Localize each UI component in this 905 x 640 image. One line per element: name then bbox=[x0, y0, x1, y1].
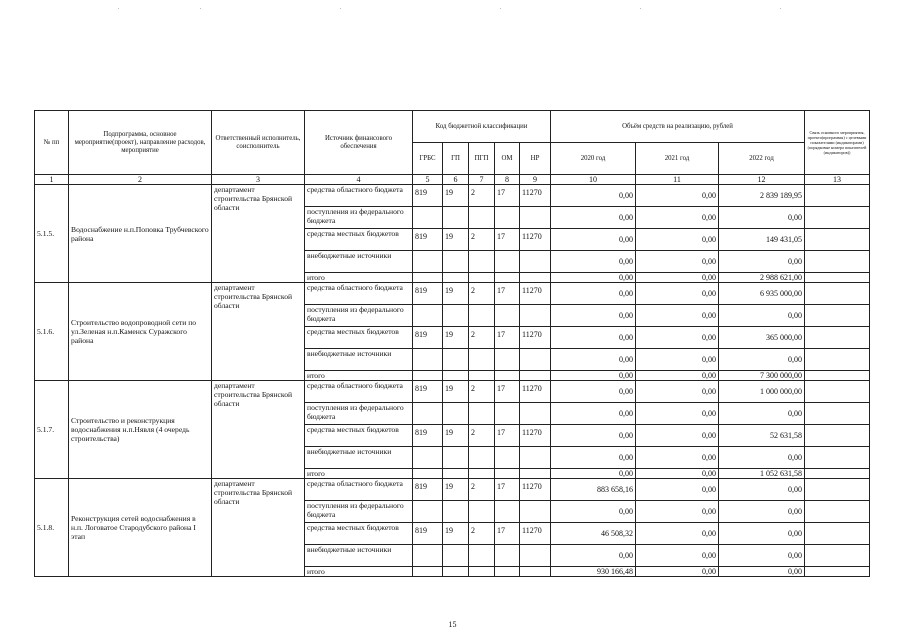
table-row bbox=[35, 283, 870, 305]
code-grbs-empty bbox=[413, 501, 443, 523]
code-grbs-empty bbox=[413, 567, 443, 577]
amount-2020: 0,00 bbox=[551, 327, 636, 349]
amount-2020: 0,00 bbox=[551, 349, 636, 371]
funding-source: средства местных бюджетов bbox=[305, 425, 413, 447]
code-gp: 19 bbox=[443, 479, 469, 501]
header-pgp: ПГП bbox=[469, 143, 495, 175]
indicator-link-cell bbox=[805, 349, 870, 371]
code-pgp-empty bbox=[469, 371, 495, 381]
code-om-empty bbox=[495, 545, 520, 567]
code-gp-empty bbox=[443, 273, 469, 283]
code-nr: 11270 bbox=[520, 229, 551, 251]
code-nr-empty bbox=[520, 545, 551, 567]
indicator-link-cell bbox=[805, 501, 870, 523]
amount-2022: 0,00 bbox=[719, 251, 805, 273]
funding-source: средства областного бюджета bbox=[305, 185, 413, 207]
funding-source: средства областного бюджета bbox=[305, 381, 413, 403]
indicator-link-cell bbox=[805, 447, 870, 469]
amount-2021: 0,00 bbox=[636, 403, 719, 425]
code-grbs-empty bbox=[413, 349, 443, 371]
column-number-row bbox=[35, 175, 870, 185]
code-nr: 11270 bbox=[520, 523, 551, 545]
funding-source: поступления из федерального бюджета bbox=[305, 207, 413, 229]
code-pgp: 2 bbox=[469, 229, 495, 251]
responsible-executor: департамент строительства Брянской области bbox=[212, 479, 305, 577]
amount-2020: 0,00 bbox=[551, 283, 636, 305]
indicator-link-cell bbox=[805, 381, 870, 403]
code-gp-empty bbox=[443, 447, 469, 469]
indicator-link-cell bbox=[805, 229, 870, 251]
code-om-empty bbox=[495, 273, 520, 283]
code-pgp-empty bbox=[469, 447, 495, 469]
header-year-2021: 2021 год bbox=[636, 143, 719, 175]
code-grbs: 819 bbox=[413, 381, 443, 403]
code-pgp-empty bbox=[469, 567, 495, 577]
code-pgp-empty bbox=[469, 251, 495, 273]
amount-2021: 0,00 bbox=[636, 185, 719, 207]
amount-2022: 52 631,58 bbox=[719, 425, 805, 447]
funding-source: средства местных бюджетов bbox=[305, 229, 413, 251]
header-om: ОМ bbox=[495, 143, 520, 175]
code-pgp: 2 bbox=[469, 327, 495, 349]
measure-name: Водоснабжение н.п.Поповка Трубчевского района bbox=[69, 185, 212, 283]
measure-name: Реконструкция сетей водоснабжения в н.п. Логоватое Стародубского района I этап bbox=[69, 479, 212, 577]
amount-2020: 0,00 bbox=[551, 469, 636, 479]
code-pgp-empty bbox=[469, 545, 495, 567]
code-pgp: 2 bbox=[469, 479, 495, 501]
code-pgp-empty bbox=[469, 273, 495, 283]
code-pgp: 2 bbox=[469, 425, 495, 447]
header-gp: ГП bbox=[443, 143, 469, 175]
amount-2022: 0,00 bbox=[719, 305, 805, 327]
code-grbs-empty bbox=[413, 305, 443, 327]
code-nr: 11270 bbox=[520, 283, 551, 305]
responsible-executor: департамент строительства Брянской области bbox=[212, 185, 305, 283]
amount-2022: 1 000 000,00 bbox=[719, 381, 805, 403]
code-gp-empty bbox=[443, 567, 469, 577]
indicator-link-cell bbox=[805, 251, 870, 273]
code-pgp-empty bbox=[469, 207, 495, 229]
amount-2022: 0,00 bbox=[719, 523, 805, 545]
amount-2020: 0,00 bbox=[551, 425, 636, 447]
header-year-2020: 2020 год bbox=[551, 143, 636, 175]
amount-2022: 2 839 189,95 bbox=[719, 185, 805, 207]
code-nr: 11270 bbox=[520, 381, 551, 403]
amount-2020: 0,00 bbox=[551, 371, 636, 381]
amount-2022: 6 935 000,00 bbox=[719, 283, 805, 305]
code-nr-empty bbox=[520, 501, 551, 523]
indicator-link-cell bbox=[805, 207, 870, 229]
table-row bbox=[35, 381, 870, 403]
amount-2021: 0,00 bbox=[636, 447, 719, 469]
indicator-link-cell bbox=[805, 479, 870, 501]
code-pgp-empty bbox=[469, 469, 495, 479]
code-pgp: 2 bbox=[469, 185, 495, 207]
code-nr-empty bbox=[520, 447, 551, 469]
code-nr: 11270 bbox=[520, 185, 551, 207]
funding-source: средства областного бюджета bbox=[305, 479, 413, 501]
indicator-link-cell bbox=[805, 567, 870, 577]
amount-2022: 0,00 bbox=[719, 447, 805, 469]
responsible-executor: департамент строительства Брянской области bbox=[212, 381, 305, 479]
amount-2022: 0,00 bbox=[719, 501, 805, 523]
amount-2020: 0,00 bbox=[551, 305, 636, 327]
amount-2022: 0,00 bbox=[719, 567, 805, 577]
amount-2022: 1 052 631,58 bbox=[719, 469, 805, 479]
header-budget-code: Код бюджетной классификации bbox=[413, 111, 551, 143]
code-gp-empty bbox=[443, 469, 469, 479]
funding-source: средства местных бюджетов bbox=[305, 523, 413, 545]
amount-2020: 930 166,48 bbox=[551, 567, 636, 577]
code-gp-empty bbox=[443, 305, 469, 327]
amount-2020: 46 508,32 bbox=[551, 523, 636, 545]
measure-name: Строительство водопроводной сети по ул.Зеленая н.п.Каменск Суражского района bbox=[69, 283, 212, 381]
code-nr-empty bbox=[520, 273, 551, 283]
indicator-link-cell bbox=[805, 469, 870, 479]
column-number: 5 bbox=[413, 175, 443, 185]
amount-2020: 0,00 bbox=[551, 251, 636, 273]
code-gp-empty bbox=[443, 207, 469, 229]
code-om: 17 bbox=[495, 283, 520, 305]
code-nr-empty bbox=[520, 567, 551, 577]
code-om-empty bbox=[495, 305, 520, 327]
code-om-empty bbox=[495, 501, 520, 523]
code-gp: 19 bbox=[443, 327, 469, 349]
indicator-link-cell bbox=[805, 403, 870, 425]
header-source: Источник финансового обеспечения bbox=[305, 111, 413, 175]
amount-2022: 0,00 bbox=[719, 207, 805, 229]
amount-2021: 0,00 bbox=[636, 273, 719, 283]
indicator-link-cell bbox=[805, 523, 870, 545]
code-nr-empty bbox=[520, 207, 551, 229]
code-om: 17 bbox=[495, 229, 520, 251]
code-om-empty bbox=[495, 207, 520, 229]
code-gp: 19 bbox=[443, 283, 469, 305]
funding-source: внебюджетные источники bbox=[305, 545, 413, 567]
amount-2021: 0,00 bbox=[636, 207, 719, 229]
amount-2022: 0,00 bbox=[719, 479, 805, 501]
indicator-link-cell bbox=[805, 425, 870, 447]
table-row bbox=[35, 479, 870, 501]
measure-name: Строительство и реконструкция водоснабжения н.п.Нявля (4 очередь строительства) bbox=[69, 381, 212, 479]
code-nr-empty bbox=[520, 371, 551, 381]
amount-2022: 7 300 000,00 bbox=[719, 371, 805, 381]
funding-source: средства местных бюджетов bbox=[305, 327, 413, 349]
code-grbs: 819 bbox=[413, 425, 443, 447]
column-number: 7 bbox=[469, 175, 495, 185]
code-om: 17 bbox=[495, 381, 520, 403]
amount-2021: 0,00 bbox=[636, 349, 719, 371]
code-gp-empty bbox=[443, 501, 469, 523]
code-nr: 11270 bbox=[520, 327, 551, 349]
code-om: 17 bbox=[495, 185, 520, 207]
code-gp: 19 bbox=[443, 381, 469, 403]
code-gp-empty bbox=[443, 403, 469, 425]
funding-source: итого bbox=[305, 273, 413, 283]
code-om-empty bbox=[495, 349, 520, 371]
code-pgp: 2 bbox=[469, 381, 495, 403]
code-pgp-empty bbox=[469, 501, 495, 523]
amount-2021: 0,00 bbox=[636, 479, 719, 501]
code-om: 17 bbox=[495, 425, 520, 447]
code-gp-empty bbox=[443, 349, 469, 371]
code-grbs-empty bbox=[413, 403, 443, 425]
code-grbs-empty bbox=[413, 469, 443, 479]
code-grbs: 819 bbox=[413, 229, 443, 251]
code-gp: 19 bbox=[443, 185, 469, 207]
code-gp-empty bbox=[443, 545, 469, 567]
code-nr-empty bbox=[520, 469, 551, 479]
column-number: 6 bbox=[443, 175, 469, 185]
column-number: 3 bbox=[212, 175, 305, 185]
funding-source: поступления из федерального бюджета bbox=[305, 501, 413, 523]
amount-2020: 0,00 bbox=[551, 381, 636, 403]
code-nr: 11270 bbox=[520, 479, 551, 501]
indicator-link-cell bbox=[805, 273, 870, 283]
budget-table bbox=[34, 110, 870, 577]
header-volume: Объём средств на реализацию, рублей bbox=[551, 111, 805, 143]
code-pgp-empty bbox=[469, 305, 495, 327]
column-number: 4 bbox=[305, 175, 413, 185]
amount-2021: 0,00 bbox=[636, 327, 719, 349]
code-grbs-empty bbox=[413, 273, 443, 283]
funding-source: итого bbox=[305, 567, 413, 577]
funding-source: средства областного бюджета bbox=[305, 283, 413, 305]
code-grbs-empty bbox=[413, 447, 443, 469]
code-gp-empty bbox=[443, 251, 469, 273]
amount-2022: 0,00 bbox=[719, 403, 805, 425]
page-number: 15 bbox=[448, 620, 457, 629]
code-om-empty bbox=[495, 567, 520, 577]
code-grbs-empty bbox=[413, 371, 443, 381]
column-number: 11 bbox=[636, 175, 719, 185]
code-pgp: 2 bbox=[469, 523, 495, 545]
amount-2022: 365 000,00 bbox=[719, 327, 805, 349]
column-number: 2 bbox=[69, 175, 212, 185]
amount-2020: 0,00 bbox=[551, 545, 636, 567]
amount-2022: 149 431,05 bbox=[719, 229, 805, 251]
code-om: 17 bbox=[495, 327, 520, 349]
table-row bbox=[35, 185, 870, 207]
amount-2020: 0,00 bbox=[551, 207, 636, 229]
code-om-empty bbox=[495, 251, 520, 273]
responsible-executor: департамент строительства Брянской области bbox=[212, 283, 305, 381]
header-nr: НР bbox=[520, 143, 551, 175]
indicator-link-cell bbox=[805, 305, 870, 327]
amount-2021: 0,00 bbox=[636, 425, 719, 447]
header-subprogram: Подпрограмма, основное мероприятие(проект), направление расходов, мероприятие bbox=[69, 111, 212, 175]
code-gp: 19 bbox=[443, 523, 469, 545]
amount-2022: 0,00 bbox=[719, 349, 805, 371]
amount-2021: 0,00 bbox=[636, 283, 719, 305]
amount-2020: 0,00 bbox=[551, 273, 636, 283]
amount-2020: 0,00 bbox=[551, 185, 636, 207]
row-number: 5.1.6. bbox=[35, 283, 69, 381]
code-grbs-empty bbox=[413, 207, 443, 229]
code-grbs-empty bbox=[413, 545, 443, 567]
code-gp: 19 bbox=[443, 229, 469, 251]
code-grbs-empty bbox=[413, 251, 443, 273]
amount-2021: 0,00 bbox=[636, 501, 719, 523]
funding-source: внебюджетные источники bbox=[305, 447, 413, 469]
amount-2020: 0,00 bbox=[551, 403, 636, 425]
amount-2020: 0,00 bbox=[551, 229, 636, 251]
code-om: 17 bbox=[495, 523, 520, 545]
code-nr-empty bbox=[520, 305, 551, 327]
funding-source: поступления из федерального бюджета bbox=[305, 403, 413, 425]
code-om-empty bbox=[495, 371, 520, 381]
funding-source: внебюджетные источники bbox=[305, 349, 413, 371]
amount-2022: 2 988 621,00 bbox=[719, 273, 805, 283]
code-grbs: 819 bbox=[413, 479, 443, 501]
code-gp: 19 bbox=[443, 425, 469, 447]
amount-2021: 0,00 bbox=[636, 545, 719, 567]
code-nr-empty bbox=[520, 403, 551, 425]
row-number: 5.1.8. bbox=[35, 479, 69, 577]
code-nr-empty bbox=[520, 349, 551, 371]
column-number: 9 bbox=[520, 175, 551, 185]
code-om-empty bbox=[495, 403, 520, 425]
column-number: 1 bbox=[35, 175, 69, 185]
code-grbs: 819 bbox=[413, 523, 443, 545]
column-number: 10 bbox=[551, 175, 636, 185]
amount-2021: 0,00 bbox=[636, 381, 719, 403]
header-year-2022: 2022 год bbox=[719, 143, 805, 175]
code-pgp: 2 bbox=[469, 283, 495, 305]
indicator-link-cell bbox=[805, 371, 870, 381]
code-gp-empty bbox=[443, 371, 469, 381]
funding-source: итого bbox=[305, 371, 413, 381]
amount-2021: 0,00 bbox=[636, 229, 719, 251]
indicator-link-cell bbox=[805, 283, 870, 305]
column-number: 13 bbox=[805, 175, 870, 185]
code-pgp-empty bbox=[469, 403, 495, 425]
code-om-empty bbox=[495, 447, 520, 469]
amount-2021: 0,00 bbox=[636, 523, 719, 545]
header-indicator-link: Связь основного мероприятия, проекта(программы) с целевыми показателями (индикаторами) (порядковые номера показателей (индикаторов)) bbox=[805, 111, 870, 175]
row-number: 5.1.7. bbox=[35, 381, 69, 479]
amount-2020: 883 658,16 bbox=[551, 479, 636, 501]
amount-2020: 0,00 bbox=[551, 447, 636, 469]
code-grbs: 819 bbox=[413, 283, 443, 305]
header-grbs: ГРБС bbox=[413, 143, 443, 175]
code-nr: 11270 bbox=[520, 425, 551, 447]
scan-artifact-dots bbox=[0, 8, 905, 12]
indicator-link-cell bbox=[805, 185, 870, 207]
column-number: 8 bbox=[495, 175, 520, 185]
row-number: 5.1.5. bbox=[35, 185, 69, 283]
funding-source: итого bbox=[305, 469, 413, 479]
indicator-link-cell bbox=[805, 327, 870, 349]
code-grbs: 819 bbox=[413, 185, 443, 207]
indicator-link-cell bbox=[805, 545, 870, 567]
amount-2021: 0,00 bbox=[636, 305, 719, 327]
header-executor: Ответственный исполнитель, соисполнитель bbox=[212, 111, 305, 175]
code-om: 17 bbox=[495, 479, 520, 501]
amount-2021: 0,00 bbox=[636, 371, 719, 381]
code-grbs: 819 bbox=[413, 327, 443, 349]
amount-2021: 0,00 bbox=[636, 251, 719, 273]
code-pgp-empty bbox=[469, 349, 495, 371]
code-om-empty bbox=[495, 469, 520, 479]
code-nr-empty bbox=[520, 251, 551, 273]
amount-2021: 0,00 bbox=[636, 469, 719, 479]
amount-2022: 0,00 bbox=[719, 545, 805, 567]
funding-source: внебюджетные источники bbox=[305, 251, 413, 273]
header-num: № пп bbox=[35, 111, 69, 175]
column-number: 12 bbox=[719, 175, 805, 185]
funding-source: поступления из федерального бюджета bbox=[305, 305, 413, 327]
amount-2021: 0,00 bbox=[636, 567, 719, 577]
amount-2020: 0,00 bbox=[551, 501, 636, 523]
